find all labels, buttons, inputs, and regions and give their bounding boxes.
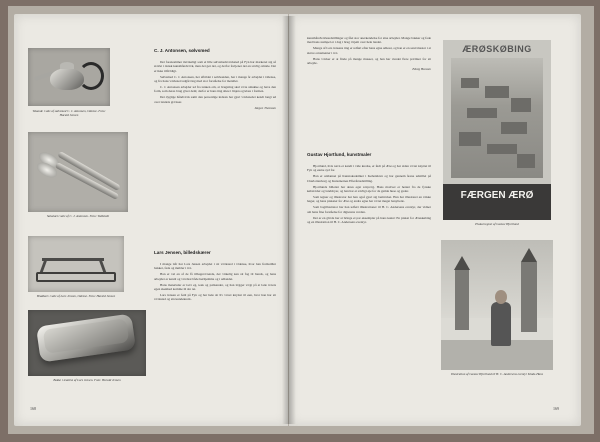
paragraph: Som bogillustrator har han udført illustrationer til H. C. Andersens eventyr, der vidner om hans fine forståelse for digterens verden. <box>307 205 431 214</box>
article-column <box>307 164 431 226</box>
image-caption: Plakat tegnet af Gustav Hjortlund <box>475 222 519 226</box>
right-page <box>289 14 581 426</box>
author-signature: Edvig Hansen <box>412 66 431 71</box>
paragraph: Sølvsmed C. J. Antonsen, her afbildet i sølvkanden, har i mange år arbejdet i Odense, og fra hans værksted udgår ting med stor forståelse for metallet. <box>154 74 276 84</box>
paragraph: Det er en glæde her at bringe et par eksempler på hans kunst: En plakat for Ærøskøbing og en illustration til H. C. Andersens eventyr. <box>307 215 431 224</box>
section-heading: Gustav Hjortlund, kunstmaler <box>307 152 372 157</box>
section-heading: C. J. Antonsen, sølvsmed <box>154 48 210 53</box>
article-column <box>154 262 276 303</box>
image-caption: Brødkurv i sølv af Lars Jensen, Odense. Foto: Harald Jensen <box>36 294 116 298</box>
paragraph: Han er vel en af de få tilbageværende, der virkelig kan sit fag til bunds, og hans arbejder er kendt og værdsat både herhjemme og i udlandet. <box>154 272 276 281</box>
poster-subtitle: FÆRGEN ÆRØ <box>460 190 534 201</box>
left-page <box>14 14 288 426</box>
paragraph: Hjortlunds billeder har deres eget særpræg. Hans motiver er hentet fra de fynske købstæder og landsbyer, og han har et særligt øje for de gamle huse og gader. <box>307 184 431 194</box>
book-gutter <box>282 16 296 424</box>
section-heading: Lars Jensen, billedskærer <box>154 250 211 255</box>
paragraph: Som tegner og illustrator har han også gjort sig bemærket. Han har illustreret en række bøger, og hans plakater for Ærø og andre egne har været meget benyttede. <box>307 194 431 204</box>
tray-photo <box>28 310 146 376</box>
page-number: 169 <box>553 406 559 411</box>
teapot-photo <box>28 48 110 106</box>
paragraph: Lars Jensen er født på Fyn og har hele sit liv været knyttet til øen, hvor han har sit værksted og sin kundekreds. <box>154 292 276 302</box>
paragraph: Hjortlund, hvis navn er kendt i vide kredse, er født på Ærø og har siden været knyttet til Fyn og øerne syd for. <box>307 164 431 173</box>
image-caption: Salatsæt i sølv af C. J. Antonsen. Foto: Toldstedt <box>46 214 110 218</box>
paragraph: kunsthåndværksudstillinger og fået stor anerkendelse for sine arbejder. Mange bakker og fade med hans stempel er i dag i brug i hjem over hele landet. <box>307 36 431 45</box>
image-caption: Tekande i sølv af sølvsmed C. J. Antonsen, Odense. Foto: Harald Jensen <box>32 109 106 117</box>
paragraph: Mange af Lars Jensens ting er udført efter hans egne udkast, og han er en sand mester i at skære ornamenter i træ. <box>307 46 431 55</box>
fairy-tale-illustration <box>441 240 553 370</box>
bread-basket-photo <box>28 236 124 292</box>
page-number: 168 <box>30 406 36 411</box>
article-column <box>307 36 431 73</box>
aeroskobing-poster <box>443 40 551 220</box>
author-signature: Jørgen Thomsen <box>254 105 276 110</box>
paragraph: C. J. Antonsen arbejder ud fra tanken om, at brugsting skal være smukke og have den form, som deres brug giver dem; derfor er hans ting sikre i linjen og klare i formen. <box>154 85 276 94</box>
paragraph: Han er uddannet på Kunstakademiet i København og har gennem årene udstillet på Charlottenborg og Kunstnernes Efterårsudstilling. <box>307 174 431 183</box>
image-caption: Bakke i teaktræ af Lars Jensen. Foto: Harald Jensen <box>53 378 121 382</box>
book-spread <box>8 6 594 434</box>
paragraph: Hans værker er at finde på mange museer, og han har vundet flere præmier for sit arbejde. <box>307 56 431 66</box>
poster-title: ÆRØSKØBING <box>462 44 532 54</box>
paragraph: Det forekommer mærkeligt som et lille sølvsmedsværksted på Fyn har markeret sig så stærkt i dansk kunsthåndværk, men det gør det, og derfor fortjener det en særlig omtale. Det er ikke tilfældigt. <box>154 60 276 73</box>
article-column <box>154 60 276 112</box>
paragraph: Det dygtige håndværk samt den personlige indsats har gjort værkstedet kendt langt ud over landets grænser. <box>154 95 276 104</box>
paragraph: I mange tiår har Lars Jensen arbejdet i sit værksted i Odense, hvor han fremstiller bakker, fade og møbler i træ. <box>154 262 276 271</box>
image-caption: Illustration af Gustav Hjortlund til H. C. Andersens eventyr Klods-Hans <box>450 372 544 376</box>
salad-servers-photo <box>28 132 128 212</box>
paragraph: Hans materialer er især eg, teak og palisander, og han lægger vægt på at lade træets egen skønhed komme til sin ret. <box>154 282 276 292</box>
